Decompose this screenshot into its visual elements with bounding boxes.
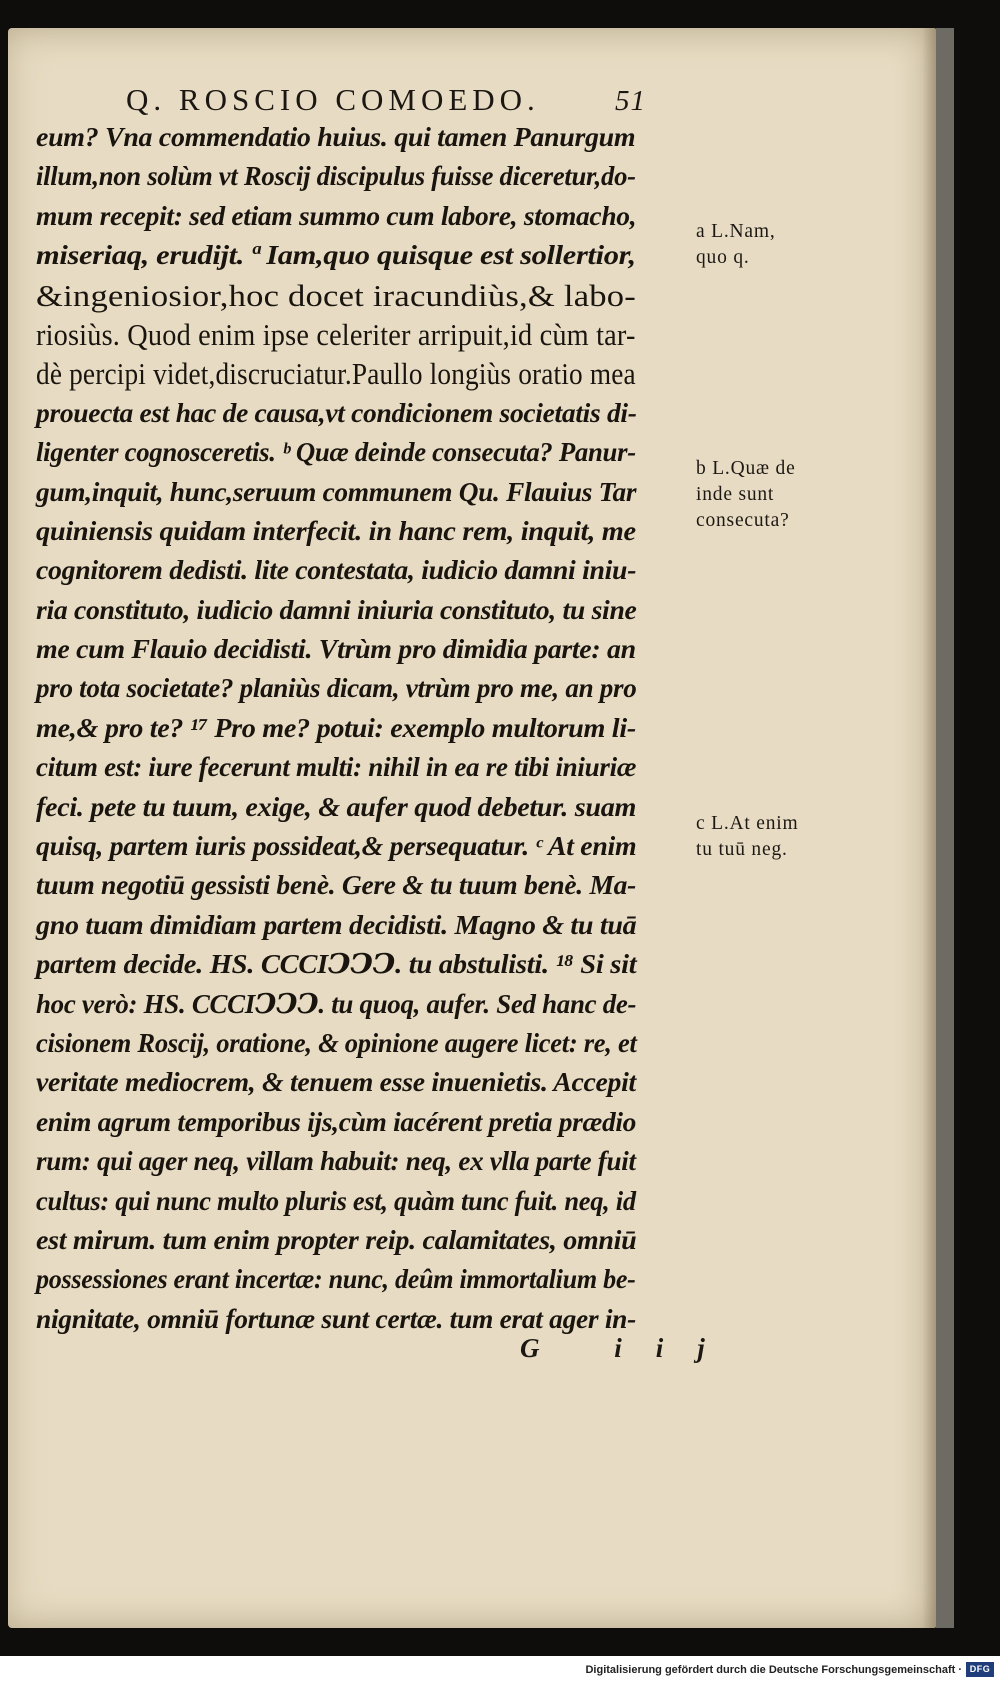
text-line: ria constituto, iudicio damni iniuria constituto, tu sine (36, 594, 637, 625)
text-line: enim agrum temporibus ijs,cùm iacérent pretia prædio (36, 1106, 637, 1137)
page-number: 51 (615, 85, 646, 117)
text-line: est mirum. tum enim propter reip. calamitates, omniū (36, 1224, 637, 1255)
text-line: cognitorem dedisti. lite contestata, iudicio damni iniu- (36, 555, 637, 586)
text-line: illum,non solùm vt Roscij discipulus fuisse diceretur,do- (36, 161, 636, 192)
signature-mark: G iij (520, 1333, 739, 1363)
marginal-note-line: a L.Nam, (696, 221, 776, 242)
text-line: ligenter cognosceretis. ᵇ Quæ deinde consecuta? Panur- (36, 437, 636, 468)
marginal-note-c (696, 811, 798, 863)
text-line: pro tota societate? planiùs dicam, vtrùm pro me, an pro (36, 673, 637, 704)
marginal-note-line: inde sunt (696, 484, 775, 505)
text-line: partem decide. HS. CCCIↃↃↃ. tu abstulisti. ¹⁸ Si sit (36, 949, 637, 980)
text-line: tuum negotiū gessisti benè. Gere & tu tuum benè. Ma- (36, 870, 636, 901)
text-line: citum est: iure fecerunt multi: nihil in ea re tibi iniuriæ (36, 752, 637, 783)
text-line: cisionem Roscij, oratione, & opinione augere licet: re, et (36, 1027, 637, 1058)
text-line: hoc verò: HS. CCCIↃↃↃ. tu quoq, aufer. Sed hanc de- (36, 988, 637, 1019)
dfg-logo-icon: DFG (966, 1662, 994, 1677)
text-line: quiniensis quidam interfecit. in hanc rem, inquit, me (36, 515, 636, 546)
marginal-note-a (696, 219, 776, 271)
running-head-title: Q. ROSCIO COMOEDO. (126, 82, 540, 117)
text-line: possessiones erant incertæ: nunc, deûm immortalium be- (36, 1264, 636, 1295)
text-line: dè percipi videt,discruciatur.Paullo longiùs oratio mea (36, 356, 636, 392)
text-line: me cum Flauio decidisti. Vtrùm pro dimidia parte: an (36, 634, 636, 665)
marginal-note-line: c L.At enim (696, 813, 799, 834)
text-line: me,& pro te? ¹⁷ Pro me? potui: exemplo multorum li- (36, 712, 636, 743)
marginal-note-b (696, 456, 796, 534)
text-line: gno tuam dimidiam partem decidisti. Magno & tu tuā (36, 909, 637, 940)
marginal-note-line: tu tuū neg. (696, 839, 788, 860)
text-line: mum recepit: sed etiam summo cum labore, stomacho, (36, 200, 637, 231)
text-line: feci. pete tu tuum, exige, & aufer quod debetur. suam (36, 791, 637, 822)
main-text-block (36, 118, 691, 1339)
page-edge-shadow (936, 28, 954, 1628)
text-line: quisq, partem iuris possideat,& persequatur. ᶜ At enim (36, 831, 637, 862)
text-line: eum? Vna commendatio huius. qui tamen Panurgum (36, 122, 636, 152)
text-line: rum: qui ager neq, villam habuit: neq, ex vlla parte fuit (36, 1146, 636, 1177)
text-line: riosiùs. Quod enim ipse celeriter arripuit,id cùm tar- (36, 316, 636, 352)
text-line: nignitate, omniū fortunæ sunt certæ. tum erat ager in- (36, 1303, 636, 1334)
text-line: cultus: qui nunc multo pluris est, quàm tunc fuit. neq, id (36, 1185, 636, 1216)
text-line: &ingeniosior,hoc docet iracundiùs,& labo- (36, 277, 637, 313)
text-line: prouecta est hac de causa,vt condicionem societatis di- (36, 397, 637, 428)
marginal-note-line: consecuta? (696, 510, 790, 531)
text-line: miseriaq, erudijt. ª Iam,quo quisque est sollertior, (36, 240, 636, 271)
footer-credit: Digitalisierung gefördert durch die Deutsche Forschungsgemeinschaft · (585, 1664, 962, 1676)
text-line: gum,inquit, hunc,seruum communem Qu. Flauius Tar (36, 476, 637, 507)
text-line: veritate mediocrem, & tenuem esse inuenietis. Accepit (36, 1067, 636, 1098)
marginal-note-line: b L.Quæ de (696, 458, 796, 479)
marginal-note-line: quo q. (696, 247, 750, 268)
running-head (126, 82, 646, 118)
